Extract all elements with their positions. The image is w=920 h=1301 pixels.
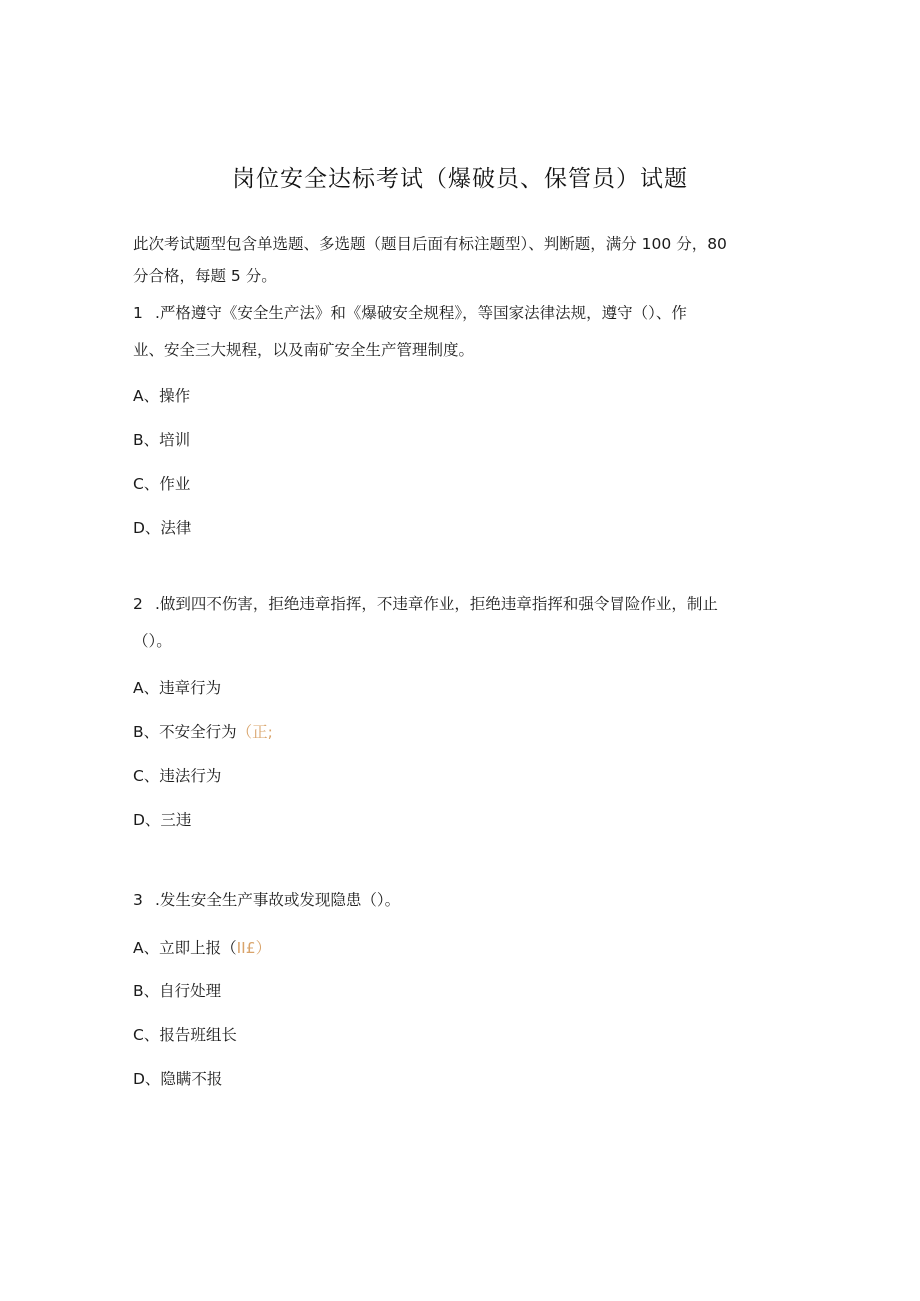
intro-line-2: 分合格，每题 5 分。 [133,267,277,285]
question-2-option-d [133,809,191,831]
question-2-option-a [133,677,221,699]
question-3-line-1 [133,889,400,911]
question-number: 1 [133,304,143,322]
option-label: A、违章行为 [133,679,222,697]
question-1-option-c [133,473,190,495]
intro-line-1: 此次考试题型包含单选题、多选题（题目后面有标注题型）、判断题，满分 100 分，80 [133,235,727,253]
question-1-option-a [133,385,190,407]
question-2-option-c [133,765,221,787]
question-3-option-d [133,1068,222,1090]
question-number: 2 [133,595,143,613]
question-2-line-1 [133,593,718,615]
page-title: 岗位安全达标考试（爆破员、保管员）试题 [232,166,688,192]
option-label: D、三违 [133,811,192,829]
question-1-option-d [133,517,191,539]
question-number: 3 [133,891,143,909]
question-2-option-b [133,721,273,743]
option-mark: II£） [236,939,272,957]
question-1-option-b [133,429,190,451]
question-text: .发生安全生产事故或发现隐患（）。 [155,891,401,909]
option-label: D、隐瞒不报 [133,1070,223,1088]
option-label: B、不安全行为 [133,723,237,741]
question-1-line-1 [133,302,687,324]
option-label: C、违法行为 [133,767,222,785]
option-label: D、法律 [133,519,192,537]
option-label: A、操作 [133,387,191,405]
question-3-option-a [133,937,271,959]
option-label: C、报告班组长 [133,1026,237,1044]
question-1-line-2: 业、安全三大规程，以及南矿安全生产管理制度。 [133,341,475,359]
question-2-line-2: （）。 [133,632,172,650]
question-3-option-c [133,1024,237,1046]
option-mark: （正; [236,723,273,741]
option-label: C、作业 [133,475,191,493]
question-text: .做到四不伤害，拒绝违章指挥，不违章作业，拒绝违章指挥和强令冒险作业，制止 [155,595,718,613]
question-3-option-b [133,980,221,1002]
question-text: .严格遵守《安全生产法》和《爆破安全规程》，等国家法律法规，遵守（）、作 [155,304,687,322]
option-label: B、培训 [133,431,191,449]
option-label: A、立即上报（ [133,939,237,957]
option-label: B、自行处理 [133,982,222,1000]
